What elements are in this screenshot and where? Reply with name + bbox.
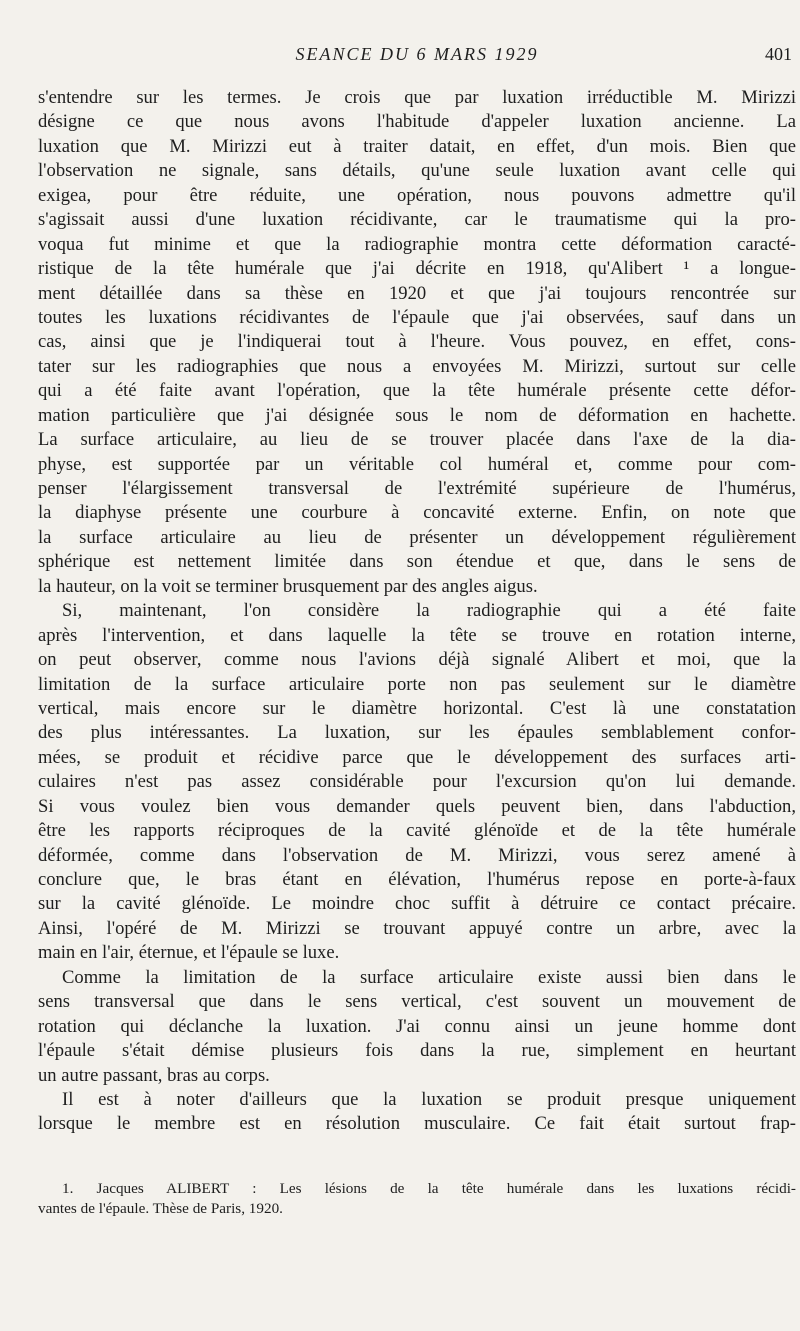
- footnote: [38, 1179, 796, 1219]
- text-line: la surface articulaire au lieu de présenter un développement régulièrement: [38, 526, 796, 548]
- footnote-line: vantes de l'épaule. Thèse de Paris, 1920.: [38, 1200, 283, 1217]
- text-line: un autre passant, bras au corps.: [38, 1064, 270, 1086]
- text-line: Si, maintenant, l'on considère la radiographie qui a été faite: [62, 600, 796, 622]
- text-line: déformée, comme dans l'observation de M. Mirizzi, vous serez amené à: [38, 844, 796, 866]
- text-line: tater sur les radiographies que nous a envoyées M. Mirizzi, surtout sur celle: [38, 355, 796, 377]
- text-line: on peut observer, comme nous l'avions déjà signalé Alibert et moi, que la: [38, 649, 796, 671]
- text-line: la diaphyse présente une courbure à concavité externe. Enfin, on note que: [38, 502, 796, 524]
- text-line: sur la cavité glénoïde. Le moindre choc suffit à détruire ce contact précaire.: [38, 893, 796, 915]
- text-line: exigea, pour être réduite, une opération, nous pouvons admettre qu'il: [38, 184, 796, 206]
- text-line: voqua fut minime et que la radiographie montra cette déformation caracté-: [38, 233, 796, 255]
- text-line: rotation qui déclanche la luxation. J'ai connu ainsi un jeune homme dont: [38, 1015, 796, 1037]
- text-line: penser l'élargissement transversal de l'extrémité supérieure de l'humérus,: [38, 478, 796, 499]
- text-line: mation particulière que j'ai désignée sous le nom de déformation en hachette.: [38, 404, 796, 426]
- text-line: main en l'air, éternue, et l'épaule se luxe.: [38, 942, 340, 964]
- text-line: s'agissait aussi d'une luxation récidivante, car le traumatisme qui la pro-: [38, 209, 796, 231]
- text-line: l'épaule s'était démise plusieurs fois dans la rue, simplement en heurtant: [38, 1040, 796, 1062]
- text-line: culaires n'est pas assez considérable pour l'excursion qu'on lui demande.: [38, 771, 796, 793]
- text-line: Comme la limitation de la surface articulaire existe aussi bien dans le: [62, 966, 796, 988]
- text-line: ment détaillée dans sa thèse en 1920 et que j'ai toujours rencontrée sur: [38, 282, 796, 304]
- text-line: ristique de la tête humérale que j'ai décrite en 1918, qu'Alibert ¹ a longue-: [38, 258, 796, 280]
- text-line: désigne ce que nous avons l'habitude d'appeler luxation ancienne. La: [38, 111, 796, 133]
- text-line: être les rapports réciproques de la cavité glénoïde et de la tête humérale: [38, 820, 796, 842]
- text-line: cas, ainsi que je l'indiquerai tout à l'heure. Vous pouvez, en effet, cons-: [38, 331, 796, 353]
- text-line: mées, se produit et récidive parce que le développement des surfaces arti-: [38, 746, 796, 768]
- page-number: 401: [765, 44, 792, 64]
- text-line: Il est à noter d'ailleurs que la luxation se produit presque uniquement: [62, 1088, 796, 1110]
- running-title: SEANCE DU 6 MARS 1929: [295, 44, 539, 64]
- text-line: sphérique est nettement limitée dans son étendue et que, dans le sens de: [38, 551, 796, 573]
- text-line: Ainsi, l'opéré de M. Mirizzi se trouvant appuyé contre un arbre, avec la: [38, 917, 796, 939]
- text-line: vertical, mais encore sur le diamètre horizontal. C'est là une constatation: [38, 697, 796, 719]
- running-head: [38, 44, 796, 68]
- text-line: luxation que M. Mirizzi eut à traiter datait, en effet, d'un mois. Bien que: [38, 135, 796, 157]
- text-line: des plus intéressantes. La luxation, sur les épaules semblablement confor-: [38, 722, 796, 744]
- text-line: s'entendre sur les termes. Je crois que par luxation irréductible M. Mirizzi: [38, 87, 796, 108]
- text-line: la hauteur, on la voit se terminer brusquement par des angles aigus.: [38, 575, 538, 597]
- text-line: sens transversal que dans le sens vertical, c'est souvent un mouvement de: [38, 991, 796, 1013]
- text-line: qui a été faite avant l'opération, que la tête humérale présente cette défor-: [38, 380, 796, 402]
- text-line: l'observation ne signale, sans détails, qu'une seule luxation avant celle qui: [38, 160, 796, 182]
- text-line: toutes les luxations récidivantes de l'épaule que j'ai observées, sauf dans un: [38, 306, 796, 328]
- text-line: Si vous voulez bien vous demander quels peuvent bien, dans l'abduction,: [38, 795, 796, 817]
- body-text: [38, 86, 796, 1137]
- text-line: lorsque le membre est en résolution musculaire. Ce fait était surtout frap-: [38, 1113, 796, 1135]
- text-line: physe, est supportée par un véritable col huméral et, comme pour com-: [38, 453, 796, 475]
- text-line: conclure que, le bras étant en élévation, l'humérus repose en porte-à-faux: [38, 869, 796, 890]
- text-line: après l'intervention, et dans laquelle la tête se trouve en rotation interne,: [38, 624, 796, 646]
- footnote-line: 1. Jacques ALIBERT : Les lésions de la tête humérale dans les luxations récidi-: [62, 1180, 796, 1197]
- text-line: limitation de la surface articulaire porte non pas seulement sur le diamètre: [38, 673, 796, 695]
- text-line: La surface articulaire, au lieu de se trouver placée dans l'axe de la dia-: [38, 429, 796, 451]
